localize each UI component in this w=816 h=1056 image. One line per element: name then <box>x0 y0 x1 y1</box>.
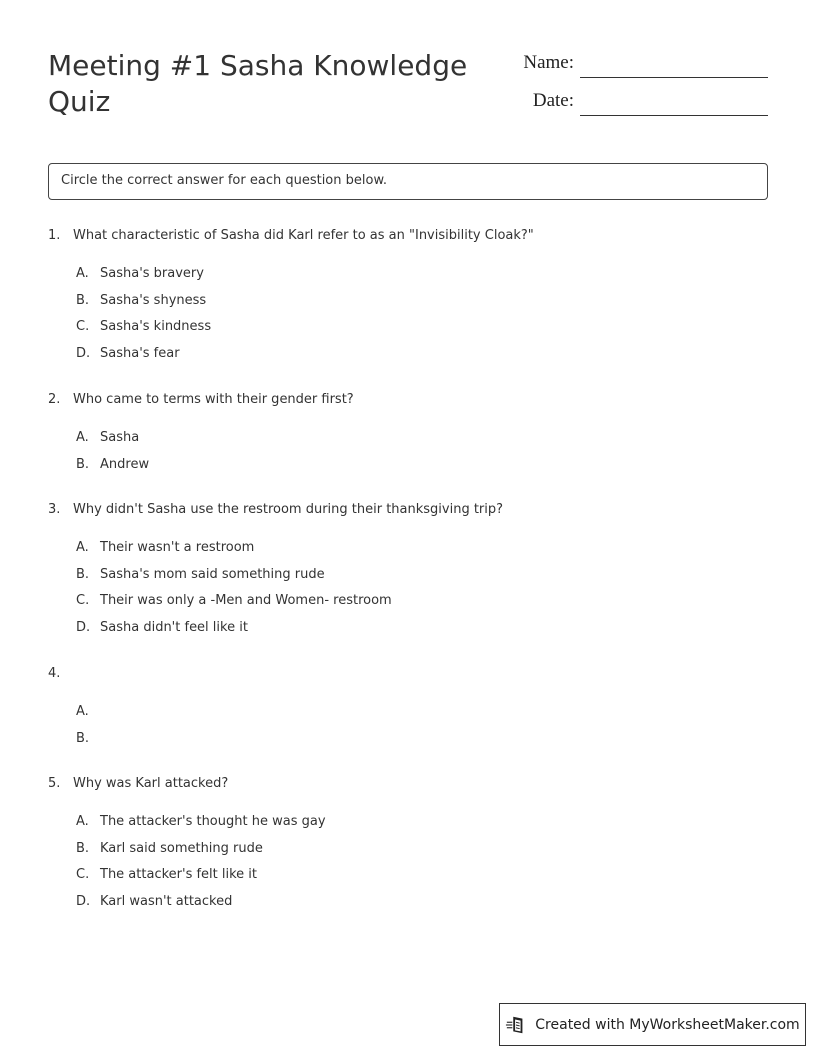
created-with-badge[interactable] <box>499 1003 806 1046</box>
question-number: 2. <box>48 392 61 407</box>
option-text: Sasha's shyness <box>100 292 207 308</box>
answer-option-b[interactable] <box>48 730 768 757</box>
answer-option-b[interactable] <box>48 292 768 319</box>
date-label: Date: <box>532 90 574 111</box>
option-letter: B. <box>76 456 90 472</box>
question-1 <box>48 226 768 371</box>
name-blank-line <box>580 77 768 78</box>
option-letter: A. <box>76 266 89 281</box>
question-stem <box>48 774 768 794</box>
answer-option-b[interactable] <box>48 456 768 483</box>
question-2 <box>48 390 768 482</box>
answer-options <box>48 539 768 645</box>
question-stem <box>48 500 768 520</box>
answer-options <box>48 265 768 371</box>
option-letter: B. <box>76 840 90 856</box>
option-letter: D. <box>76 619 91 635</box>
answer-option-c[interactable] <box>48 592 768 619</box>
page-title: Meeting #1 Sasha Knowledge Quiz <box>48 49 468 118</box>
option-text: Andrew <box>100 456 150 472</box>
answer-option-b[interactable] <box>48 840 768 867</box>
answer-option-a[interactable] <box>48 813 768 840</box>
option-text: The attacker's thought he was gay <box>100 814 326 829</box>
answer-options <box>48 429 768 482</box>
question-number: 4. <box>48 666 61 681</box>
question-text: Why didn't Sasha use the restroom during their thanksgiving trip? <box>73 502 504 517</box>
question-stem <box>48 226 768 246</box>
option-text: Karl wasn't attacked <box>100 893 233 909</box>
option-letter: A. <box>76 540 89 555</box>
badge-text: Created with MyWorksheetMaker.com <box>535 1016 800 1033</box>
option-text: Karl said something rude <box>100 840 263 856</box>
answer-option-b[interactable] <box>48 566 768 593</box>
option-letter: B. <box>76 566 90 582</box>
answer-option-d[interactable] <box>48 345 768 372</box>
option-text: Sasha didn't feel like it <box>100 619 248 635</box>
name-field <box>500 48 768 78</box>
answer-option-a[interactable] <box>48 265 768 292</box>
answer-option-d[interactable] <box>48 893 768 920</box>
question-stem <box>48 664 768 684</box>
question-text: What characteristic of Sasha did Karl refer to as an "Invisibility Cloak?" <box>73 228 534 243</box>
question-number: 3. <box>48 502 61 517</box>
option-letter: A. <box>76 704 89 719</box>
question-text: Who came to terms with their gender first? <box>73 392 354 407</box>
option-text: Their was only a -Men and Women- restroom <box>100 593 392 609</box>
option-text: Sasha's fear <box>100 345 180 361</box>
answer-options <box>48 813 768 919</box>
answer-option-d[interactable] <box>48 619 768 646</box>
option-text: Sasha <box>100 430 140 445</box>
option-text: Sasha's mom said something rude <box>100 566 325 582</box>
option-letter: A. <box>76 430 89 445</box>
instructions-box: Circle the correct answer for each question below. <box>48 163 768 200</box>
option-text: Their wasn't a restroom <box>100 540 255 555</box>
option-letter: D. <box>76 345 91 361</box>
option-letter: B. <box>76 730 90 746</box>
answer-option-a[interactable] <box>48 703 768 730</box>
question-text: Why was Karl attacked? <box>73 776 229 791</box>
date-field <box>500 86 768 116</box>
option-letter: C. <box>76 593 90 609</box>
answer-option-a[interactable] <box>48 539 768 566</box>
question-stem <box>48 390 768 410</box>
question-number: 1. <box>48 228 61 243</box>
question-5 <box>48 774 768 919</box>
date-blank-line <box>580 115 768 116</box>
question-number: 5. <box>48 776 61 791</box>
question-4 <box>48 664 768 756</box>
option-letter: A. <box>76 814 89 829</box>
answer-option-c[interactable] <box>48 866 768 893</box>
worksheet-maker-logo-icon <box>505 1014 527 1036</box>
answer-options <box>48 703 768 756</box>
option-letter: C. <box>76 319 90 335</box>
option-letter: B. <box>76 292 90 308</box>
answer-option-a[interactable] <box>48 429 768 456</box>
option-text: The attacker's felt like it <box>100 867 258 883</box>
answer-option-c[interactable] <box>48 318 768 345</box>
option-letter: D. <box>76 893 91 909</box>
option-letter: C. <box>76 867 90 883</box>
option-text: Sasha's kindness <box>100 319 212 335</box>
option-text: Sasha's bravery <box>100 266 204 281</box>
question-3 <box>48 500 768 645</box>
name-label: Name: <box>523 52 574 73</box>
